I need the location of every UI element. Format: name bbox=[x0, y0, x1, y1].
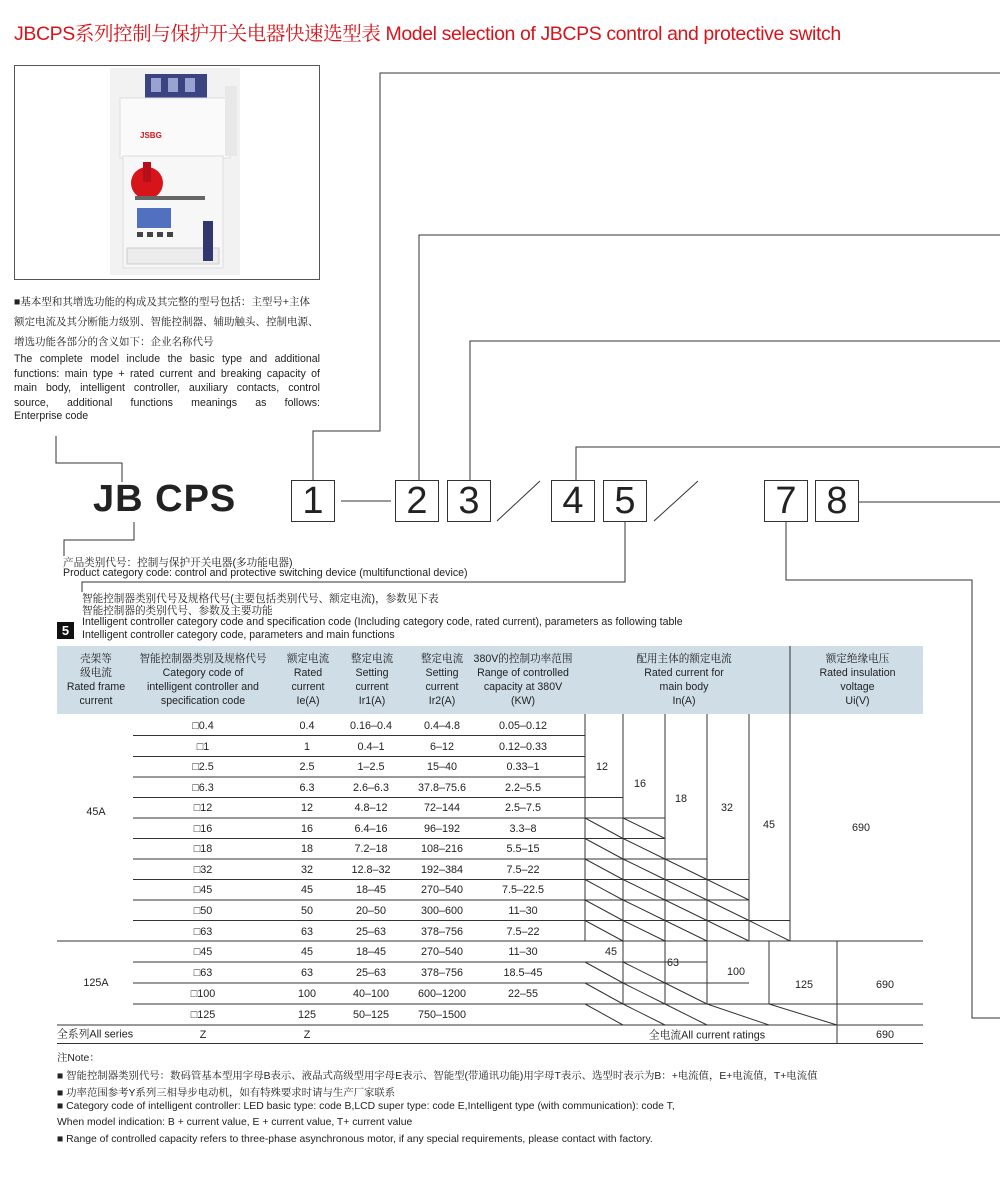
cell-code: □6.3 bbox=[192, 781, 214, 794]
intro-zh-3: 增选功能各部分的含义如下：企业名称代号 bbox=[14, 336, 214, 348]
cell-ir2: 0.4–4.8 bbox=[423, 720, 461, 732]
cell-ir2: 15–40 bbox=[426, 761, 458, 774]
cell-ie: 50 bbox=[300, 904, 314, 917]
cell-kw: 0.05–0.12 bbox=[498, 720, 548, 732]
code-box-3: 3 bbox=[447, 480, 491, 522]
cell-ir1: 12.8–32 bbox=[351, 863, 391, 876]
header-ir2: 整定电流 Setting current Ir2(A) bbox=[420, 653, 464, 707]
all-series-ui: 690 bbox=[875, 1029, 895, 1041]
cell-ir1: 1–2.5 bbox=[357, 761, 385, 774]
cell-ir2: 750–1500 bbox=[417, 1009, 467, 1021]
cell-kw: 11–30 bbox=[508, 904, 538, 917]
cell-ie: 2.5 bbox=[299, 761, 315, 774]
cell-ir1: 0.16–0.4 bbox=[349, 720, 393, 732]
cell-ir1: 18–45 bbox=[355, 884, 387, 897]
controller-note-zh-2: 智能控制器的类别代号、参数及主要功能 bbox=[82, 605, 273, 617]
intro-enterprise-code: Enterprise code bbox=[14, 410, 89, 422]
cell-code: □12 bbox=[193, 802, 213, 815]
cell-ir2: 192–384 bbox=[420, 863, 464, 876]
cell-kw: 7.5–22 bbox=[506, 925, 540, 938]
note-1: ■ 智能控制器类别代号：数码管基本型用字母B表示、液晶式高级型用字母E表示、智能型(带通讯功能)用字母T表示、选型时表示为B：+电流值，E+电流值，T+电流值 bbox=[57, 1071, 818, 1082]
cell-ir1: 18–45 bbox=[355, 946, 387, 958]
intro-zh-1: ■基本型和其增选功能的构成及其完整的型号包括：主型号+主体 bbox=[14, 296, 310, 308]
cell-ir1: 2.6–6.3 bbox=[352, 781, 390, 794]
frame-125a: 125A bbox=[83, 977, 109, 989]
cell-ir2: 270–540 bbox=[420, 946, 464, 958]
code-box-1: 1 bbox=[291, 480, 335, 522]
all-series-ie: Z bbox=[303, 1029, 311, 1041]
note-heading: 注Note： bbox=[57, 1053, 100, 1064]
cell-ir1: 25–63 bbox=[355, 925, 387, 938]
header-main: 配用主体的额定电流 Rated current for main body In(A) bbox=[636, 653, 732, 707]
cell-ir1: 4.8–12 bbox=[354, 802, 388, 815]
cell-code: □1 bbox=[196, 740, 210, 753]
note-4: When model indication: B + current value, E + current value, T+ current value bbox=[57, 1117, 413, 1128]
brand-logo: JSBG bbox=[140, 131, 162, 140]
note-5: ■ Range of controlled capacity refers to three-phase asynchronous motor, if any special requirements, please contact with factory. bbox=[57, 1134, 653, 1145]
main-45-18: 18 bbox=[674, 793, 688, 805]
cell-kw: 0.33–1 bbox=[506, 761, 540, 774]
cell-code: □50 bbox=[193, 904, 213, 917]
cell-ie: 45 bbox=[300, 946, 314, 958]
cell-code: □45 bbox=[193, 884, 213, 897]
intro-en: The complete model include the basic type and additional functions: main type + rated current and breaking capacity of main body, intelligent controller, auxiliary contacts, control source, additional functions meanings as follows: bbox=[14, 353, 320, 409]
header-kw: 380V的控制功率范围 Range of controlled capacity at 380V (KW) bbox=[473, 653, 573, 707]
main-125-100: 100 bbox=[726, 966, 746, 978]
intro-zh-2: 额定电流及其分断能力级别、智能控制器、辅助触头、控制电源、 bbox=[14, 316, 319, 328]
cell-ie: 12 bbox=[300, 802, 314, 815]
cell-ir1: 50–125 bbox=[352, 1009, 390, 1021]
cell-kw: 11–30 bbox=[508, 946, 538, 958]
product-category-zh: 产品类别代号：控制与保护开关电器(多功能电器) bbox=[63, 557, 293, 569]
cell-code: □63 bbox=[193, 925, 213, 938]
product-category-en: Product category code: control and protective switching device (multifunctional device) bbox=[63, 567, 468, 579]
cell-code: □63 bbox=[193, 967, 213, 979]
cell-ir2: 6–12 bbox=[429, 740, 455, 753]
cell-code: □0.4 bbox=[192, 720, 214, 732]
page-title: JBCPS系列控制与保护开关电器快速选型表 Model selection of JBCPS control and protective switch bbox=[14, 23, 841, 45]
ui-45: 690 bbox=[851, 822, 871, 834]
cell-code: □18 bbox=[193, 843, 213, 856]
cell-ir2: 378–756 bbox=[420, 925, 464, 938]
cell-ir2: 108–216 bbox=[420, 843, 464, 856]
main-125-45: 45 bbox=[604, 946, 618, 958]
all-series-code: Z bbox=[199, 1029, 207, 1041]
note-2: ■ 功率范围参考Y系列三相导步电动机，如有特殊要求时请与生产厂家联系 bbox=[57, 1088, 396, 1099]
cell-ie: 1 bbox=[303, 740, 311, 753]
cell-ie: 6.3 bbox=[299, 781, 315, 794]
cell-ir2: 600–1200 bbox=[417, 988, 467, 1000]
cell-ie: 32 bbox=[300, 863, 314, 876]
header-ui: 额定绝缘电压 Rated insulation voltage Ui(V) bbox=[819, 653, 896, 707]
cell-kw: 2.5–7.5 bbox=[504, 802, 542, 815]
cell-ir1: 6.4–16 bbox=[354, 822, 388, 835]
cell-ie: 63 bbox=[300, 967, 314, 979]
main-125-63: 63 bbox=[666, 957, 680, 969]
cell-kw: 2.2–5.5 bbox=[504, 781, 542, 794]
cell-ie: 63 bbox=[300, 925, 314, 938]
cell-code: □125 bbox=[190, 1009, 216, 1021]
cell-ir1: 25–63 bbox=[355, 967, 387, 979]
cell-ir1: 0.4–1 bbox=[357, 740, 385, 753]
cell-ir2: 300–600 bbox=[420, 904, 464, 917]
controller-note-en-1: Intelligent controller category code and specification code (Including category code, rated current), parameters as following table bbox=[82, 616, 683, 628]
cell-ir2: 270–540 bbox=[420, 884, 464, 897]
cell-kw: 22–55 bbox=[507, 988, 539, 1000]
model-prefix: JB CPS bbox=[93, 478, 237, 520]
frame-45a: 45A bbox=[86, 806, 106, 818]
header-code: 智能控制器类别及规格代号 Category code of intelligent controller and specification code bbox=[139, 653, 267, 707]
cell-ir2: 72–144 bbox=[423, 802, 461, 815]
cell-kw: 5.5–15 bbox=[506, 843, 540, 856]
main-45-32: 32 bbox=[720, 802, 734, 814]
main-45-45: 45 bbox=[762, 819, 776, 831]
cell-ie: 100 bbox=[297, 988, 317, 1000]
code-box-8: 8 bbox=[815, 480, 859, 522]
cell-kw: 18.5–45 bbox=[503, 967, 543, 979]
controller-note-zh-1: 智能控制器类别代号及规格代号(主要包括类别代号、额定电流)，参数见下表 bbox=[82, 593, 439, 605]
header-ir1: 整定电流 Setting current Ir1(A) bbox=[350, 653, 394, 707]
cell-ie: 0.4 bbox=[299, 720, 315, 732]
cell-ir2: 378–756 bbox=[420, 967, 464, 979]
cell-ie: 125 bbox=[297, 1009, 317, 1021]
cell-ie: 45 bbox=[300, 884, 314, 897]
cell-ie: 16 bbox=[300, 822, 314, 835]
all-series-label: 全系列All series bbox=[57, 1028, 134, 1041]
cell-ir2: 37.8–75.6 bbox=[417, 781, 467, 794]
cell-kw: 7.5–22.5 bbox=[501, 884, 545, 897]
code-box-5: 5 bbox=[603, 480, 647, 522]
cell-ir1: 40–100 bbox=[352, 988, 390, 1000]
cell-ie: 18 bbox=[300, 843, 314, 856]
code-box-2: 2 bbox=[395, 480, 439, 522]
cell-code: □16 bbox=[193, 822, 213, 835]
cell-code: □32 bbox=[193, 863, 213, 876]
main-45-16: 16 bbox=[633, 778, 647, 790]
all-series-main: 全电流All current ratings bbox=[648, 1029, 766, 1042]
cell-ir1: 20–50 bbox=[355, 904, 387, 917]
header-ie: 额定电流 Rated current Ie(A) bbox=[286, 653, 330, 707]
code-box-7: 7 bbox=[764, 480, 808, 522]
cell-kw: 7.5–22 bbox=[506, 863, 540, 876]
section-number: 5 bbox=[57, 622, 74, 639]
note-3: ■ Category code of intelligent controller: LED basic type: code B,LCD super type: code E,Intelligent type (with communication): code T, bbox=[57, 1101, 675, 1112]
cell-ir2: 96–192 bbox=[423, 822, 461, 835]
controller-note-en-2: Intelligent controller category code, parameters and main functions bbox=[82, 629, 395, 641]
code-box-4: 4 bbox=[551, 480, 595, 522]
cell-code: □100 bbox=[190, 988, 216, 1000]
cell-code: □45 bbox=[193, 946, 213, 958]
main-45-12: 12 bbox=[595, 761, 609, 773]
cell-ir1: 7.2–18 bbox=[354, 843, 388, 856]
cell-kw: 3.3–8 bbox=[509, 822, 537, 835]
header-frame: 壳架等 级电流 Rated frame current bbox=[66, 653, 126, 707]
cell-code: □2.5 bbox=[192, 761, 214, 774]
cell-kw: 0.12–0.33 bbox=[498, 740, 548, 753]
main-125-125: 125 bbox=[794, 979, 814, 991]
ui-125: 690 bbox=[875, 979, 895, 991]
